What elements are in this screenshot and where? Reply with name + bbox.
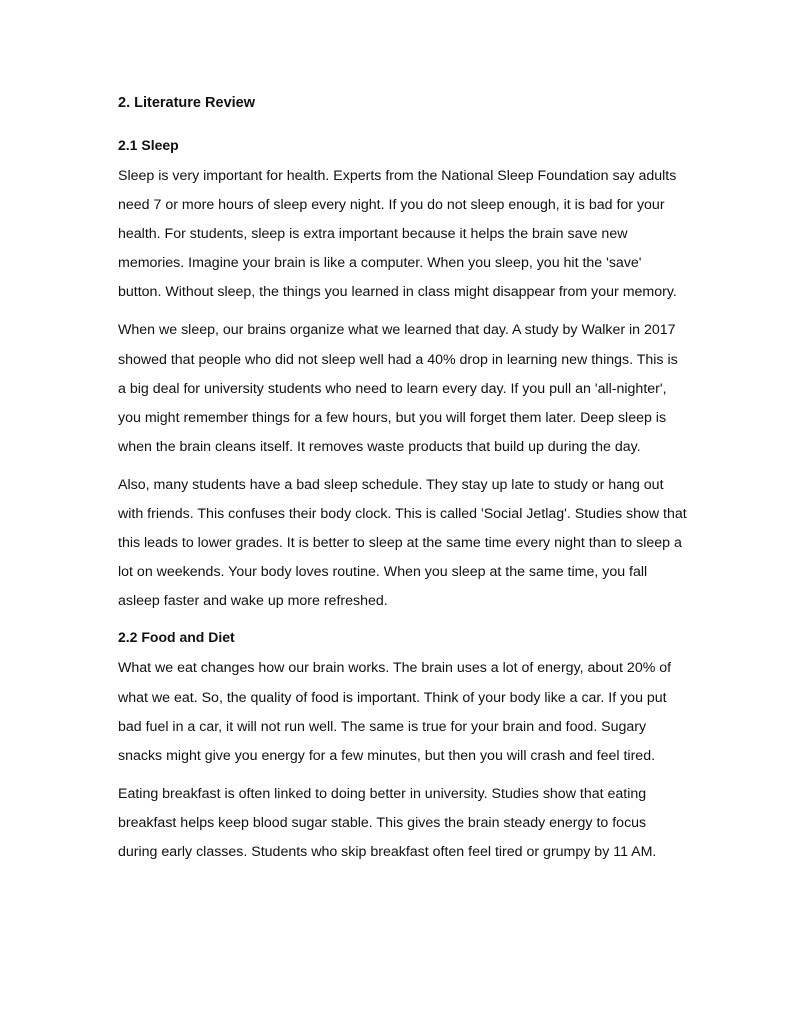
section-food-and-diet xyxy=(118,626,688,867)
section-sleep xyxy=(118,134,688,616)
paragraph: When we sleep, our brains organize what we learned that day. A study by Walker in 2017 showed that people who did not sleep well had a 40% drop in learning new things. This is a big deal for university students who need to learn every day. If you pull an 'all-nighter', you might remember things for a few hours, but you will forget them later. Deep sleep is when the brain cleans itself. It removes waste products that build up during the day. xyxy=(118,322,678,455)
document-body xyxy=(118,92,688,876)
paragraph: Also, many students have a bad sleep schedule. They stay up late to study or hang out with friends. This confuses their body clock. This is called 'Social Jetlag'. Studies show that this leads to lower grades. It is better to sleep at the same time every night than to sleep a lot on weekends. Your body loves routine. When you sleep at the same time, you fall asleep faster and wake up more refreshed. xyxy=(118,476,687,610)
section-heading: 2. Literature Review xyxy=(118,95,255,111)
paragraph: What we eat changes how our brain works. The brain uses a lot of energy, about 20% of what we eat. So, the quality of food is important. Think of your body like a car. If you put bad fuel in a car, it will not run well. The same is true for your brain and food. Sugary snacks might give you energy for a few minutes, but then you will crash and feel tired. xyxy=(118,660,672,764)
subsection-title-sleep: 2.1 Sleep xyxy=(118,137,179,153)
paragraph: Sleep is very important for health. Experts from the National Sleep Foundation say adults need 7 or more hours of sleep every night. If you do not sleep enough, it is bad for your health. For students, sleep is extra important because it helps the brain save new memories. Imagine your brain is like a computer. When you sleep, you hit the 'save' button. Without sleep, the things you learned in class might disappear from your memory. xyxy=(118,168,677,301)
subsection-title-food: 2.2 Food and Diet xyxy=(118,629,235,646)
paragraph: Eating breakfast is often linked to doing better in university. Studies show that eating breakfast helps keep blood sugar stable. This gives the brain steady energy to focus during early classes. Students who skip breakfast often feel tired or grumpy by 11 AM. xyxy=(118,785,657,860)
